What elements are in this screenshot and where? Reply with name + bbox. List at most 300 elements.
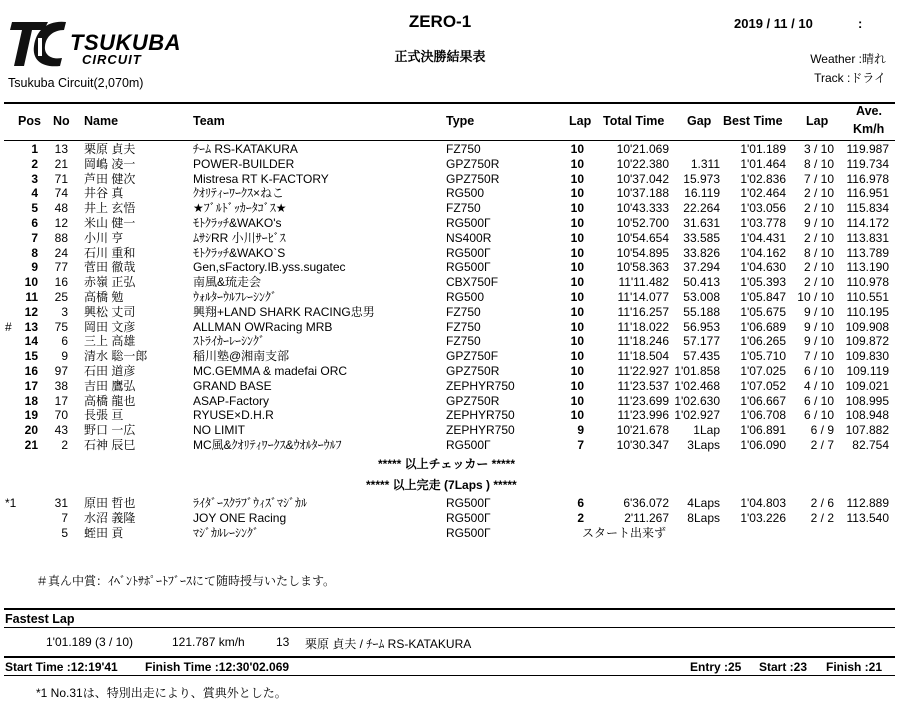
row-total-time: 10'54.654: [616, 230, 669, 245]
row-bike-type: FZ750: [446, 142, 481, 156]
logo-main-text: TSUKUBA: [70, 30, 182, 55]
row-bike-type: GPZ750R: [446, 393, 500, 408]
row-laps: 10: [570, 156, 584, 171]
row-laps: 10: [570, 364, 584, 378]
row-team: ﾑｻｼRR 小川ｻｰﾋﾞｽ: [193, 230, 286, 245]
col-ave-unit: Km/h: [853, 122, 885, 136]
row-number: 6: [61, 334, 68, 349]
row-best-time: 1'04.630: [740, 260, 786, 275]
row-average-speed: 110.551: [846, 290, 889, 304]
row-laps: 10: [570, 260, 584, 275]
row-number: 12: [54, 216, 68, 230]
row-best-lap: 6 / 10: [803, 408, 834, 423]
row-bike-type: RG500: [446, 186, 485, 201]
award-note: ＃真ん中賞：ｲﾍﾞﾝﾄｻﾎﾟｰﾄﾌﾞｰｽにて随時授与いたします。: [36, 574, 336, 588]
row-rider-name: 石川 重和: [84, 245, 136, 260]
row-laps: 10: [570, 171, 584, 186]
row-rider-name: 栗原 貞夫: [84, 142, 136, 156]
row-total-time: 11'22.927: [617, 364, 669, 378]
row-bike-type: RG500Γ: [446, 216, 491, 230]
row-gap: 57.177: [683, 334, 720, 349]
row-team: ★ﾌﾞﾙﾄﾞｯｶｰﾀｺﾞｽ★: [193, 201, 287, 216]
col-pos: Pos: [18, 114, 41, 128]
row-position: 18: [24, 393, 38, 408]
row-bike-type: ZEPHYR750: [446, 378, 515, 393]
row-total-time: 10'37.042: [616, 171, 669, 186]
row-best-lap: 6 / 10: [803, 393, 834, 408]
row-team: ｸｵﾘﾃｨｰﾜｰｸｽ×ねこ: [193, 186, 285, 201]
row-position: 2: [31, 156, 38, 171]
row-total-time: 10'22.380: [616, 156, 669, 171]
row-bike-type: CBX750F: [446, 275, 499, 290]
row-best-time: 1'05.847: [740, 290, 786, 304]
row-rider-name: 石田 道彦: [84, 364, 136, 378]
row-laps: 10: [570, 142, 584, 156]
row-team: 南風&琉走会: [193, 275, 262, 290]
row-rider-name: 野口 一広: [84, 423, 136, 438]
row-average-speed: 107.882: [845, 423, 889, 438]
col-gap: Gap: [687, 114, 712, 128]
row-best-lap: 7 / 10: [803, 171, 834, 186]
tc-logo-icon: [8, 18, 72, 70]
row-best-time: 1'02.836: [740, 171, 786, 186]
fastest-lap-time: 1'01.189 (3 / 10): [46, 635, 134, 649]
row-rider-name: 水沼 義隆: [84, 510, 136, 525]
row-gap: 16.119: [684, 186, 720, 201]
track-condition: Track :ドライ: [814, 71, 886, 85]
row-rider-name: 岡田 文彦: [84, 319, 136, 334]
row-bike-type: RG500Γ: [446, 438, 491, 452]
row-position: 9: [31, 260, 38, 275]
results-subtitle: 正式決勝結果表: [394, 49, 486, 64]
row-team: ALLMAN OWRacing MRB: [193, 319, 333, 334]
row-laps: 10: [570, 408, 584, 423]
row-laps: 10: [570, 393, 584, 408]
col-total-time: Total Time: [603, 114, 665, 128]
row-rider-name: 小川 亨: [84, 230, 124, 245]
fastest-lap-no: 13: [276, 635, 290, 649]
row-average-speed: 119.987: [846, 142, 889, 156]
row-best-lap: 7 / 10: [803, 349, 834, 364]
row-laps: 10: [570, 290, 584, 304]
row-number: 48: [54, 201, 68, 216]
row-total-time: 10'52.700: [616, 216, 669, 230]
fastest-top-rule: [4, 608, 895, 610]
footnote: *1 No.31は、特別出走により、賞典外とした。: [36, 686, 287, 700]
row-total-time: 11'23.996: [617, 408, 669, 423]
row-number: 3: [61, 304, 68, 319]
row-rider-name: 三上 高雄: [84, 334, 136, 349]
row-best-lap: 2 / 10: [803, 275, 834, 290]
logo-sub-text: CIRCUIT: [82, 52, 142, 67]
row-position: 20: [24, 423, 38, 438]
row-bike-type: RG500Γ: [446, 260, 491, 275]
row-best-time: 1'06.090: [740, 438, 786, 452]
row-bike-type: RG500Γ: [446, 245, 491, 260]
row-laps: 10: [570, 319, 584, 334]
table-row: [0, 305, 900, 320]
row-position: 11: [25, 290, 38, 304]
row-position: 17: [24, 378, 38, 393]
table-row: [0, 201, 900, 216]
row-total-time: 11'18.504: [617, 349, 669, 364]
row-total-time: 11'16.257: [617, 304, 669, 319]
row-average-speed: 116.978: [846, 171, 889, 186]
row-team: POWER-BUILDER: [193, 156, 295, 171]
row-best-time: 1'07.052: [740, 378, 786, 393]
row-best-time: 1'03.056: [740, 201, 786, 216]
row-position: 14: [24, 334, 38, 349]
row-position: 4: [31, 186, 38, 201]
row-team: Gen,sFactory.IB.yss.sugatec: [193, 260, 346, 275]
row-gap: 1'02.630: [674, 393, 720, 408]
row-number: 38: [54, 378, 68, 393]
row-best-lap: 6 / 10: [803, 364, 834, 378]
row-best-lap: 9 / 10: [803, 304, 834, 319]
row-position: 6: [31, 216, 38, 230]
row-best-lap: 2 / 6: [810, 496, 834, 510]
row-position: 10: [24, 275, 38, 290]
row-average-speed: 82.754: [852, 438, 889, 452]
row-rider-name: 菅田 徹哉: [84, 260, 136, 275]
footer-top-rule: [4, 656, 895, 658]
row-rider-name: 米山 健一: [84, 216, 136, 230]
row-number: 31: [54, 496, 68, 510]
row-rider-name: 芦田 健次: [84, 171, 136, 186]
row-best-lap: 2 / 10: [803, 201, 834, 216]
row-total-time: 11'11.482: [618, 275, 669, 290]
row-number: 7: [61, 510, 68, 525]
row-best-time: 1'06.667: [740, 393, 786, 408]
row-average-speed: 110.195: [846, 304, 889, 319]
table-row: [0, 172, 900, 187]
row-average-speed: 116.951: [846, 186, 889, 201]
row-best-time: 1'04.431: [740, 230, 786, 245]
row-laps: 10: [570, 201, 584, 216]
row-best-time: 1'04.162: [740, 245, 786, 260]
col-lap: Lap: [569, 114, 592, 128]
race-time: :: [858, 16, 863, 31]
row-team: MC風&ｸｵﾘﾃｨﾜｰｸｽ&ｳｵﾙﾀｰｳﾙﾌ: [193, 438, 342, 452]
row-team: ﾁｰﾑ RS-KATAKURA: [193, 142, 298, 156]
row-total-time: 11'23.537: [617, 378, 669, 393]
table-row: [0, 364, 900, 379]
table-row: [0, 246, 900, 261]
row-rider-name: 清水 聡一郎: [84, 349, 148, 364]
row-team: ｽﾄﾗｲｶｰﾚｰｼﾝｸﾞ: [193, 334, 266, 349]
table-row: [0, 157, 900, 172]
row-gap: 55.188: [683, 304, 720, 319]
row-best-lap: 2 / 2: [810, 510, 834, 525]
weather: Weather :晴れ: [810, 52, 886, 66]
header-bottom-rule: [4, 140, 895, 141]
row-position: 12: [24, 304, 38, 319]
row-best-lap: 2 / 10: [803, 230, 834, 245]
col-ave: Ave.: [856, 104, 882, 118]
start-time: Start Time :12:19'41: [5, 660, 118, 674]
row-laps: 10: [570, 216, 584, 230]
col-no: No: [53, 114, 70, 128]
row-team: MC.GEMMA & madefai ORC: [193, 364, 348, 378]
row-rider-name: 高橋 勉: [84, 290, 124, 304]
row-team: GRAND BASE: [193, 378, 272, 393]
row-team: ﾓﾄｸﾗｯﾁ&WAKO`S: [193, 245, 286, 260]
row-bike-type: GPZ750F: [446, 349, 499, 364]
row-average-speed: 109.021: [845, 378, 889, 393]
row-gap: 31.631: [683, 216, 720, 230]
finish-count: Finish :21: [826, 660, 883, 674]
row-number: 21: [54, 156, 68, 171]
row-average-speed: 108.995: [845, 393, 889, 408]
row-position: 16: [24, 364, 38, 378]
row-number: 77: [54, 260, 68, 275]
race-date: 2019 / 11 / 10: [734, 16, 813, 31]
row-rider-name: 原田 哲也: [84, 496, 136, 510]
row-best-time: 1'06.265: [740, 334, 786, 349]
row-total-time: 10'21.069: [616, 142, 669, 156]
col-best-time: Best Time: [723, 114, 783, 128]
row-laps: 2: [577, 510, 584, 525]
row-total-time: 2'11.267: [624, 510, 669, 525]
row-best-time: 1'03.778: [740, 216, 786, 230]
row-bike-type: ZEPHYR750: [446, 408, 515, 423]
row-best-time: 1'02.464: [740, 186, 786, 201]
row-number: 17: [54, 393, 68, 408]
row-average-speed: 115.834: [846, 201, 889, 216]
table-row: [0, 290, 900, 305]
row-number: 16: [54, 275, 68, 290]
row-laps: 10: [570, 334, 584, 349]
row-number: 2: [61, 438, 68, 452]
row-rider-name: 石神 辰巳: [84, 438, 136, 452]
table-row: [0, 394, 900, 409]
row-average-speed: 119.734: [846, 156, 889, 171]
table-row: [0, 496, 900, 511]
row-bike-type: ZEPHYR750: [446, 423, 515, 438]
row-position: 19: [24, 408, 38, 423]
row-gap: 1Lap: [693, 423, 720, 438]
row-laps: 10: [570, 275, 584, 290]
row-average-speed: 113.190: [846, 260, 889, 275]
row-position: 1: [31, 142, 38, 156]
checker-line: ***** 以上チェッカー *****: [378, 457, 516, 471]
row-best-time: 1'04.803: [740, 496, 786, 510]
row-position: 8: [31, 245, 38, 260]
row-gap: 53.008: [683, 290, 720, 304]
row-team: RYUSE×D.H.R: [193, 408, 274, 423]
row-laps: 6: [577, 496, 584, 510]
table-row: [0, 423, 900, 438]
table-row: [0, 438, 900, 453]
row-team: ﾓﾄｸﾗｯﾁ&WAKO's: [193, 216, 282, 230]
row-bike-type: GPZ750R: [446, 156, 500, 171]
start-count: Start :23: [759, 660, 808, 674]
row-best-lap: 9 / 10: [803, 319, 834, 334]
row-bike-type: GPZ750R: [446, 171, 500, 186]
row-laps: 10: [570, 245, 584, 260]
row-number: 13: [54, 142, 68, 156]
table-row: [0, 349, 900, 364]
row-laps: 10: [570, 349, 584, 364]
row-team: JOY ONE Racing: [193, 510, 287, 525]
row-total-time: 11'23.699: [617, 393, 669, 408]
row-average-speed: 109.872: [845, 334, 889, 349]
row-gap: 1'02.468: [674, 378, 720, 393]
footer-bottom-rule: [4, 675, 895, 676]
row-number: 25: [54, 290, 68, 304]
fastest-heading-rule: [4, 627, 895, 628]
row-gap: 56.953: [683, 319, 720, 334]
row-best-lap: 9 / 10: [803, 334, 834, 349]
row-number: 71: [54, 171, 68, 186]
row-total-time: 11'18.022: [617, 319, 669, 334]
row-best-lap: 4 / 10: [803, 378, 834, 393]
row-total-time: 10'54.895: [616, 245, 669, 260]
row-team: Mistresa RT K-FACTORY: [193, 171, 329, 186]
finish-line: ***** 以上完走 (7Laps ) *****: [366, 478, 517, 492]
row-number: 75: [54, 319, 68, 334]
row-average-speed: 112.889: [846, 496, 889, 510]
table-row: [0, 334, 900, 349]
table-row: [0, 526, 900, 541]
row-bike-type: FZ750: [446, 201, 481, 216]
row-best-time: 1'01.189: [740, 142, 786, 156]
row-average-speed: 109.908: [845, 319, 889, 334]
row-rider-name: 高橋 龍也: [84, 393, 136, 408]
fastest-lap-heading: Fastest Lap: [5, 612, 75, 626]
row-total-time: 6'36.072: [623, 496, 669, 510]
row-rider-name: 興松 丈司: [84, 304, 136, 319]
row-gap: 3Laps: [687, 438, 720, 452]
row-average-speed: 109.830: [845, 349, 889, 364]
row-total-time: 10'21.678: [616, 423, 669, 438]
row-team: ﾗｲﾀﾞｰｽｸﾗﾌﾞｳｨｽﾞﾏｼﾞｶﾙ: [193, 496, 308, 510]
row-best-time: 1'01.464: [740, 156, 786, 171]
row-team: 興翔+LAND SHARK RACING忠男: [193, 304, 375, 319]
row-best-lap: 2 / 10: [803, 186, 834, 201]
row-average-speed: 114.172: [846, 216, 889, 230]
row-best-lap: 8 / 10: [803, 245, 834, 260]
row-gap: 33.585: [683, 230, 720, 245]
table-row: [0, 216, 900, 231]
entry-count: Entry :25: [690, 660, 742, 674]
row-best-time: 1'06.891: [740, 423, 786, 438]
row-bike-type: NS400R: [446, 230, 492, 245]
row-total-time: 10'37.188: [616, 186, 669, 201]
row-best-time: 1'03.226: [740, 510, 786, 525]
row-total-time: 10'30.347: [616, 438, 669, 452]
row-best-time: 1'07.025: [740, 364, 786, 378]
row-average-speed: 110.978: [846, 275, 889, 290]
row-position: 5: [31, 201, 38, 216]
row-number: 88: [54, 230, 68, 245]
table-row: [0, 231, 900, 246]
row-best-lap: 10 / 10: [797, 290, 834, 304]
col-name: Name: [84, 114, 119, 128]
row-gap: 57.435: [683, 349, 720, 364]
row-gap: 33.826: [683, 245, 720, 260]
row-total-time: スタート出来ず: [582, 525, 667, 540]
row-number: 5: [61, 525, 68, 540]
row-position: 7: [31, 230, 38, 245]
row-position: 3: [31, 171, 38, 186]
row-gap: 8Laps: [687, 510, 720, 525]
row-gap: 15.973: [683, 171, 720, 186]
row-bike-type: RG500: [446, 290, 485, 304]
row-rider-name: 井谷 真: [84, 186, 124, 201]
table-row: [0, 511, 900, 526]
row-position: 15: [24, 349, 38, 364]
row-number: 43: [54, 423, 68, 438]
row-rider-name: 長張 亘: [84, 408, 124, 423]
row-rider-name: 岡嶋 凌一: [84, 156, 136, 171]
row-best-lap: 6 / 9: [810, 423, 834, 438]
row-bike-type: FZ750: [446, 319, 481, 334]
row-total-time: 10'43.333: [616, 201, 669, 216]
row-bike-type: RG500Γ: [446, 496, 491, 510]
race-name: ZERO-1: [408, 12, 472, 31]
row-laps: 10: [570, 304, 584, 319]
row-number: 97: [54, 364, 68, 378]
row-team: ﾏｼﾞｶﾙﾚｰｼﾝｸﾞ: [193, 525, 260, 540]
row-number: 9: [61, 349, 68, 364]
col-team: Team: [193, 114, 225, 128]
row-laps: 10: [570, 378, 584, 393]
row-average-speed: 113.831: [846, 230, 889, 245]
row-team: ｳｫﾙﾀｰｳﾙﾌﾚｰｼﾝｸﾞ: [193, 290, 278, 304]
row-rider-name: 赤嶺 正弘: [84, 275, 136, 290]
circuit-name: Tsukuba Circuit(2,070m): [8, 76, 144, 90]
row-team: 稲川塾@湘南支部: [193, 349, 290, 364]
col-best-lap: Lap: [806, 114, 829, 128]
fastest-lap-speed: 121.787 km/h: [172, 635, 245, 649]
row-position: 13: [24, 319, 38, 334]
row-gap: 22.264: [683, 201, 720, 216]
row-bike-type: RG500Γ: [446, 525, 491, 540]
row-best-time: 1'05.710: [740, 349, 786, 364]
row-bike-type: GPZ750R: [446, 364, 500, 378]
row-total-time: 10'58.363: [616, 260, 669, 275]
row-number: 74: [54, 186, 68, 201]
row-laps: 10: [570, 186, 584, 201]
row-rider-name: 蛭田 貢: [84, 525, 124, 540]
row-position: 21: [24, 438, 38, 452]
row-team: NO LIMIT: [193, 423, 246, 438]
table-row: [0, 408, 900, 423]
row-rider-name: 井上 玄悟: [84, 201, 136, 216]
row-best-lap: 9 / 10: [803, 216, 834, 230]
table-row: [0, 142, 900, 157]
row-laps: 7: [577, 438, 584, 452]
table-row: [0, 379, 900, 394]
row-best-lap: 8 / 10: [803, 156, 834, 171]
table-row: [0, 275, 900, 290]
table-row: [0, 320, 900, 335]
finish-time: Finish Time :12:30'02.069: [145, 660, 290, 674]
row-mark: *1: [5, 496, 17, 510]
row-best-time: 1'06.708: [740, 408, 786, 423]
row-average-speed: 108.948: [845, 408, 889, 423]
row-gap: 1'01.858: [674, 364, 720, 378]
row-best-lap: 2 / 10: [803, 260, 834, 275]
row-gap: 1'02.927: [674, 408, 720, 423]
row-total-time: 11'14.077: [617, 290, 669, 304]
row-average-speed: 113.789: [846, 245, 889, 260]
row-mark: #: [5, 319, 12, 334]
row-average-speed: 109.119: [846, 364, 889, 378]
table-row: [0, 186, 900, 201]
row-total-time: 11'18.246: [617, 334, 669, 349]
